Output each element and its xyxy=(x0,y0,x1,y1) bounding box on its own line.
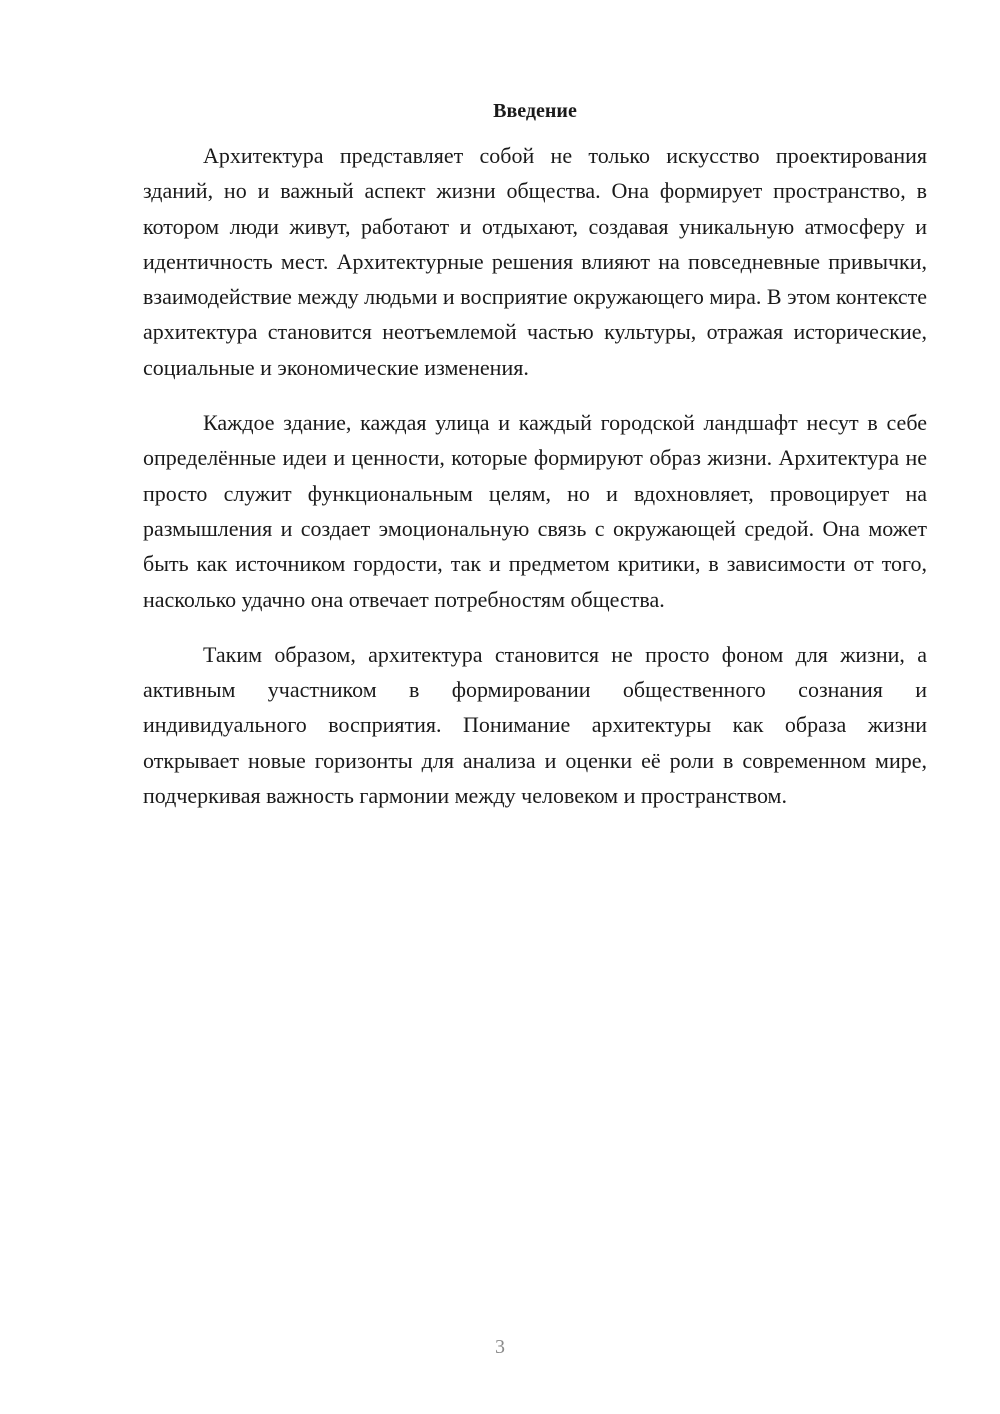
paragraph-3: Таким образом, архитектура становится не просто фоном для жизни, а активным участником в формировании общественного сознания и индивидуального восприятия. Понимание архитектуры как образа жизни открывает новые горизонты для анализа и оценки её роли в современном мире, подчеркивая важность гармонии между человеком и пространством. xyxy=(143,641,927,809)
paragraph-1: Архитектура представляет собой не только искусство проектирования зданий, но и важный аспект жизни общества. Она формирует пространство, в котором люди живут, работают и отдыхают, создавая уникальную атмосферу и идентичность мест. Архитектурные решения влияют на повседневные привычки, взаимодействие между людьми и восприятие окружающего мира. В этом контексте архитектура становится неотъемлемой частью культуры, отражая исторические, социальные и экономические изменения. xyxy=(143,143,927,380)
section-title: Введение xyxy=(493,100,577,122)
page-content xyxy=(143,96,927,833)
page-number: 3 xyxy=(495,1336,505,1358)
paragraph-2: Каждое здание, каждая улица и каждый городской ландшафт несут в себе определённые идеи и ценности, которые формируют образ жизни. Архитектура не просто служит функциональным целям, но и вдохновляет, провоцирует на размышления и создает эмоциональную связь с окружающей средой. Она может быть как источником гордости, так и предметом критики, в зависимости от того, насколько удачно она отвечает потребностям общества. xyxy=(143,410,927,612)
